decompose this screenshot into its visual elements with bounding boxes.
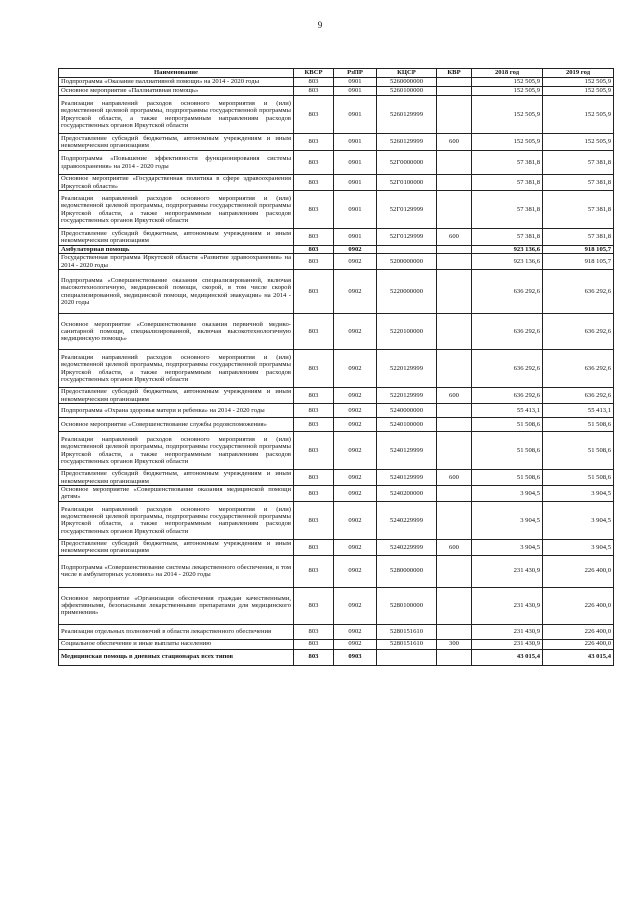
cell-y2019: 226 400,0	[543, 555, 614, 587]
header-2019: 2019 год	[543, 69, 614, 78]
cell-name: Предоставление субсидий бюджетным, автономным учреждениям и иным некоммерческим организациям	[59, 229, 294, 246]
cell-kcsr: 5240200000	[377, 486, 437, 502]
cell-kvr	[437, 191, 472, 229]
cell-kvr	[437, 649, 472, 665]
cell-y2019: 43 015,4	[543, 649, 614, 665]
cell-kcsr: 5280151610	[377, 639, 437, 649]
cell-name: Подпрограмма «Совершенствование системы лекарственного обеспечения, в том числе в амбулаторных условиях» на 2014 - 2020 годы	[59, 555, 294, 587]
cell-kvsr: 803	[294, 78, 334, 87]
cell-y2018: 43 015,4	[472, 649, 543, 665]
cell-rzpr: 0902	[334, 254, 377, 270]
cell-kvr	[437, 486, 472, 502]
cell-y2018: 3 904,5	[472, 539, 543, 555]
cell-kvsr: 803	[294, 191, 334, 229]
cell-kvr	[437, 432, 472, 470]
cell-kvsr: 803	[294, 96, 334, 134]
header-kvsr: КВСР	[294, 69, 334, 78]
cell-kvr	[437, 78, 472, 87]
cell-rzpr: 0902	[334, 486, 377, 502]
table-row	[59, 639, 614, 649]
table-row	[59, 254, 614, 270]
cell-y2018: 636 292,6	[472, 350, 543, 388]
cell-kvsr: 803	[294, 501, 334, 539]
cell-y2019: 636 292,6	[543, 270, 614, 314]
header-rzpr: РзПР	[334, 69, 377, 78]
cell-kvr	[437, 587, 472, 624]
table-row	[59, 418, 614, 432]
cell-kvr	[437, 404, 472, 418]
page-number: 9	[317, 20, 323, 30]
cell-kcsr: 5240129999	[377, 432, 437, 470]
cell-name: Амбулаторная помощь	[59, 246, 294, 254]
cell-name: Подпрограмма «Повышение эффективности функционирования системы здравоохранения» на 2014 - 2020 годы	[59, 151, 294, 175]
cell-kvsr: 803	[294, 404, 334, 418]
cell-kcsr: 5260100000	[377, 87, 437, 96]
cell-kvr: 600	[437, 134, 472, 151]
cell-y2018: 636 292,6	[472, 270, 543, 314]
table-row	[59, 246, 614, 254]
cell-y2018: 3 904,5	[472, 501, 543, 539]
cell-kcsr: 5280000000	[377, 555, 437, 587]
cell-rzpr: 0901	[334, 191, 377, 229]
cell-name: Реализация направлений расходов основного мероприятия и (или) ведомственной целевой программы, подпрограммы государственной программы Иркутской области, а также непрограммным направлениям расходов государственных органов Иркутской области	[59, 501, 294, 539]
cell-y2018: 51 508,6	[472, 470, 543, 486]
cell-kvsr: 803	[294, 555, 334, 587]
cell-kcsr: 52Г0129999	[377, 229, 437, 246]
table-header-row	[59, 69, 614, 78]
cell-name: Предоставление субсидий бюджетным, автономным учреждениям и иным некоммерческим организациям	[59, 539, 294, 555]
cell-name: Основное мероприятие «Государственная политика в сфере здравоохранения Иркутской области»	[59, 175, 294, 191]
cell-y2018: 57 381,8	[472, 229, 543, 246]
header-kcsr: КЦСР	[377, 69, 437, 78]
cell-y2018: 55 413,1	[472, 404, 543, 418]
cell-y2018: 3 904,5	[472, 486, 543, 502]
cell-y2018: 57 381,8	[472, 151, 543, 175]
cell-y2018: 231 430,9	[472, 587, 543, 624]
cell-kvsr: 803	[294, 254, 334, 270]
cell-kvsr: 803	[294, 587, 334, 624]
cell-kvsr: 803	[294, 639, 334, 649]
cell-name: Основное мероприятие «Организация обеспечения граждан качественными, эффективными, безопасными лекарственными препаратами для медицинского применения»	[59, 587, 294, 624]
cell-kcsr: 5280151610	[377, 624, 437, 639]
cell-y2018: 636 292,6	[472, 388, 543, 404]
table-row	[59, 486, 614, 502]
cell-name: Реализация направлений расходов основного мероприятия и (или) ведомственной целевой программы, подпрограммы государственной программы Иркутской области, а также непрограммным направлениям расходов государственных органов Иркутской области	[59, 96, 294, 134]
table-row	[59, 229, 614, 246]
cell-y2018: 923 136,6	[472, 246, 543, 254]
cell-rzpr: 0902	[334, 350, 377, 388]
cell-name: Предоставление субсидий бюджетным, автономным учреждениям и иным некоммерческим организациям	[59, 134, 294, 151]
table-row	[59, 87, 614, 96]
table-row	[59, 134, 614, 151]
cell-kvsr: 803	[294, 270, 334, 314]
cell-kvr	[437, 350, 472, 388]
cell-name: Медицинская помощь в дневных стационарах всех типов	[59, 649, 294, 665]
cell-name: Основное мероприятие «Совершенствование оказания первичной медико-санитарной помощи, специализированной, включая высокотехнологичную медицинскую помощь»	[59, 314, 294, 350]
cell-name: Реализация отдельных полномочий в области лекарственного обеспечения	[59, 624, 294, 639]
cell-name: Государственная программа Иркутской области «Развитие здравоохранения» на 2014 - 2020 годы	[59, 254, 294, 270]
cell-kvr	[437, 87, 472, 96]
cell-rzpr: 0901	[334, 134, 377, 151]
cell-y2019: 636 292,6	[543, 388, 614, 404]
cell-name: Основное мероприятие «Совершенствование службы родовспоможения»	[59, 418, 294, 432]
cell-kvsr: 803	[294, 539, 334, 555]
cell-kvr	[437, 246, 472, 254]
table-row	[59, 432, 614, 470]
cell-y2019: 918 105,7	[543, 246, 614, 254]
cell-rzpr: 0901	[334, 78, 377, 87]
cell-kvsr: 803	[294, 432, 334, 470]
cell-rzpr: 0903	[334, 649, 377, 665]
cell-name: Предоставление субсидий бюджетным, автономным учреждениям и иным некоммерческим организациям	[59, 388, 294, 404]
cell-rzpr: 0902	[334, 246, 377, 254]
cell-y2018: 152 505,9	[472, 96, 543, 134]
cell-rzpr: 0902	[334, 388, 377, 404]
cell-rzpr: 0902	[334, 432, 377, 470]
cell-y2018: 231 430,9	[472, 639, 543, 649]
cell-y2018: 152 505,9	[472, 134, 543, 151]
budget-table	[58, 68, 614, 666]
cell-rzpr: 0902	[334, 404, 377, 418]
cell-kvr	[437, 254, 472, 270]
table-row	[59, 175, 614, 191]
cell-kvr	[437, 555, 472, 587]
cell-kvsr: 803	[294, 418, 334, 432]
cell-y2019: 3 904,5	[543, 486, 614, 502]
cell-rzpr: 0902	[334, 624, 377, 639]
cell-kcsr: 5240000000	[377, 404, 437, 418]
cell-kcsr	[377, 246, 437, 254]
table-row	[59, 151, 614, 175]
table-row	[59, 404, 614, 418]
cell-name: Подпрограмма «Оказание паллиативной помощи» на 2014 - 2020 годы	[59, 78, 294, 87]
table-row	[59, 470, 614, 486]
cell-name: Реализация направлений расходов основного мероприятия и (или) ведомственной целевой программы, подпрограммы государственной программы Иркутской области, а также непрограммным направлениям расходов государственных органов Иркутской области	[59, 191, 294, 229]
cell-y2018: 923 136,6	[472, 254, 543, 270]
table-row	[59, 270, 614, 314]
cell-rzpr: 0902	[334, 470, 377, 486]
cell-kvr: 600	[437, 539, 472, 555]
cell-kvsr: 803	[294, 350, 334, 388]
cell-kvr: 300	[437, 639, 472, 649]
cell-y2018: 57 381,8	[472, 175, 543, 191]
cell-y2019: 57 381,8	[543, 151, 614, 175]
table-row	[59, 555, 614, 587]
cell-name: Предоставление субсидий бюджетным, автономным учреждениям и иным некоммерческим организациям	[59, 470, 294, 486]
cell-kvsr: 803	[294, 134, 334, 151]
cell-kcsr: 5260129999	[377, 134, 437, 151]
cell-kvsr: 803	[294, 649, 334, 665]
cell-name: Основное мероприятие «Паллиативная помощь»	[59, 87, 294, 96]
cell-kcsr: 5240129999	[377, 470, 437, 486]
cell-kvsr: 803	[294, 486, 334, 502]
cell-kvr: 600	[437, 470, 472, 486]
cell-kvsr: 803	[294, 87, 334, 96]
cell-y2018: 636 292,6	[472, 314, 543, 350]
cell-kvr	[437, 151, 472, 175]
table-row	[59, 96, 614, 134]
cell-rzpr: 0901	[334, 96, 377, 134]
cell-kcsr: 52Г0000000	[377, 151, 437, 175]
cell-name: Подпрограмма «Охрана здоровья матери и ребенка» на 2014 - 2020 годы	[59, 404, 294, 418]
cell-kcsr: 5220000000	[377, 270, 437, 314]
table-row	[59, 78, 614, 87]
cell-y2019: 3 904,5	[543, 501, 614, 539]
cell-rzpr: 0901	[334, 151, 377, 175]
cell-y2019: 636 292,6	[543, 314, 614, 350]
cell-kvr	[437, 624, 472, 639]
cell-kvr: 600	[437, 388, 472, 404]
cell-rzpr: 0901	[334, 87, 377, 96]
table-row	[59, 587, 614, 624]
cell-kvr	[437, 270, 472, 314]
cell-kcsr: 52Г0100000	[377, 175, 437, 191]
table-row	[59, 624, 614, 639]
cell-name: Подпрограмма «Совершенствование оказания специализированной, включая высокотехнологичную, медицинской помощи, скорой, в том числе скорой специализированной, медицинской помощи, медицинской эвакуации» на 2014 - 2020 годы	[59, 270, 294, 314]
cell-name: Основное мероприятие «Совершенствование оказания медицинской помощи детям»	[59, 486, 294, 502]
table-row	[59, 388, 614, 404]
cell-rzpr: 0902	[334, 539, 377, 555]
cell-rzpr: 0901	[334, 229, 377, 246]
cell-y2019: 3 904,5	[543, 539, 614, 555]
cell-kvsr: 803	[294, 229, 334, 246]
cell-kvr	[437, 96, 472, 134]
cell-kcsr: 5220129999	[377, 388, 437, 404]
cell-y2019: 152 505,9	[543, 78, 614, 87]
cell-kcsr: 5200000000	[377, 254, 437, 270]
cell-kvr: 600	[437, 229, 472, 246]
cell-y2018: 152 505,9	[472, 87, 543, 96]
cell-y2019: 226 400,0	[543, 587, 614, 624]
cell-kcsr: 52Г0129999	[377, 191, 437, 229]
cell-name: Реализация направлений расходов основного мероприятия и (или) ведомственной целевой программы, подпрограммы государственной программы Иркутской области, а также непрограммным направлениям расходов государственных органов Иркутской области	[59, 350, 294, 388]
cell-y2019: 51 508,6	[543, 418, 614, 432]
cell-y2018: 231 430,9	[472, 555, 543, 587]
cell-y2019: 152 505,9	[543, 134, 614, 151]
cell-y2019: 51 508,6	[543, 470, 614, 486]
cell-rzpr: 0902	[334, 639, 377, 649]
cell-y2019: 57 381,8	[543, 191, 614, 229]
cell-kcsr: 5240229999	[377, 539, 437, 555]
cell-kcsr: 5240100000	[377, 418, 437, 432]
cell-kvr	[437, 501, 472, 539]
cell-rzpr: 0901	[334, 175, 377, 191]
cell-kcsr: 5220100000	[377, 314, 437, 350]
header-kvr: КВР	[437, 69, 472, 78]
table-row	[59, 649, 614, 665]
cell-rzpr: 0902	[334, 418, 377, 432]
cell-y2019: 226 400,0	[543, 639, 614, 649]
cell-y2018: 152 505,9	[472, 78, 543, 87]
cell-kvsr: 803	[294, 470, 334, 486]
cell-kvsr: 803	[294, 151, 334, 175]
cell-rzpr: 0902	[334, 314, 377, 350]
cell-y2019: 55 413,1	[543, 404, 614, 418]
cell-y2019: 152 505,9	[543, 87, 614, 96]
cell-kvsr: 803	[294, 624, 334, 639]
cell-kcsr: 5220129999	[377, 350, 437, 388]
cell-rzpr: 0902	[334, 587, 377, 624]
cell-y2019: 51 508,6	[543, 432, 614, 470]
cell-name: Социальное обеспечение и иные выплаты населению	[59, 639, 294, 649]
table-row	[59, 350, 614, 388]
cell-y2018: 51 508,6	[472, 432, 543, 470]
cell-y2019: 57 381,8	[543, 175, 614, 191]
cell-y2019: 57 381,8	[543, 229, 614, 246]
cell-kcsr	[377, 649, 437, 665]
cell-rzpr: 0902	[334, 555, 377, 587]
cell-name: Реализация направлений расходов основного мероприятия и (или) ведомственной целевой программы, подпрограммы государственной программы Иркутской области, а также непрограммным направлениям расходов государственных органов Иркутской области	[59, 432, 294, 470]
cell-y2018: 231 430,9	[472, 624, 543, 639]
table-row	[59, 191, 614, 229]
cell-rzpr: 0902	[334, 270, 377, 314]
cell-kcsr: 5240229999	[377, 501, 437, 539]
cell-kcsr: 5260129999	[377, 96, 437, 134]
table-row	[59, 314, 614, 350]
cell-kcsr: 5280100000	[377, 587, 437, 624]
cell-kvr	[437, 314, 472, 350]
header-2018: 2018 год	[472, 69, 543, 78]
cell-kvsr: 803	[294, 175, 334, 191]
table-row	[59, 539, 614, 555]
table-row	[59, 501, 614, 539]
cell-kvr	[437, 175, 472, 191]
cell-kvsr: 803	[294, 314, 334, 350]
cell-rzpr: 0902	[334, 501, 377, 539]
cell-y2019: 636 292,6	[543, 350, 614, 388]
cell-kvsr: 803	[294, 388, 334, 404]
cell-kvr	[437, 418, 472, 432]
cell-kcsr: 5260000000	[377, 78, 437, 87]
header-name: Наименование	[59, 69, 294, 78]
cell-y2019: 152 505,9	[543, 96, 614, 134]
cell-kvsr: 803	[294, 246, 334, 254]
cell-y2018: 51 508,6	[472, 418, 543, 432]
cell-y2018: 57 381,8	[472, 191, 543, 229]
cell-y2019: 226 400,0	[543, 624, 614, 639]
cell-y2019: 918 105,7	[543, 254, 614, 270]
